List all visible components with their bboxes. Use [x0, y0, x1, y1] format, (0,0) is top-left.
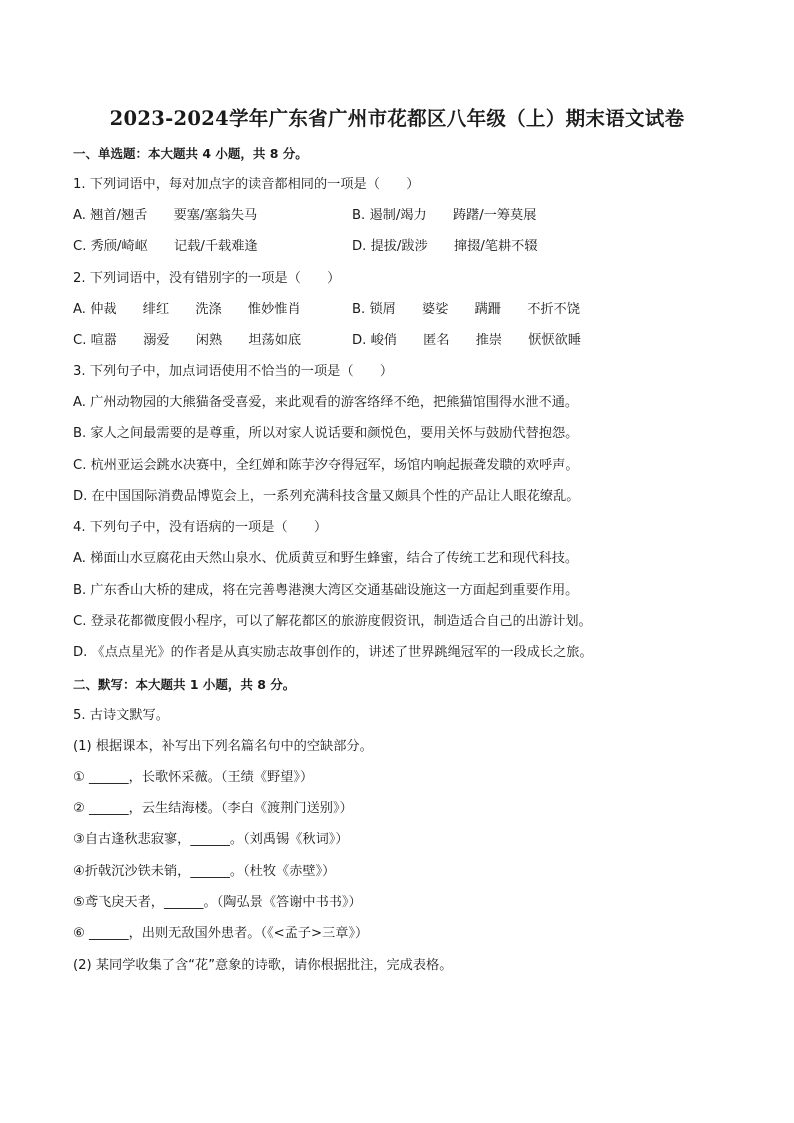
section2-heading: 二、默写：本大题共 1 小题，共 8 分。 — [73, 677, 296, 692]
option-word: 不折不饶 — [527, 302, 580, 317]
q3-stem: 3. 下列句子中，加点词语使用不恰当的一项是（ ） — [73, 364, 394, 379]
section1-heading: 一、单选题：本大题共 4 小题，共 8 分。 — [73, 146, 308, 161]
option-letter: B. — [352, 302, 366, 317]
q5-blank-6: ⑥ ______，出则无敌国外患者。（《<孟子>三章》） — [73, 926, 369, 941]
option-word: 喧嚣 — [90, 333, 117, 348]
q2-option-d — [352, 332, 581, 350]
q2-option-c — [73, 332, 301, 350]
q4-option-a: A. 梯面山水豆腐花由天然山泉水、优质黄豆和野生蜂蜜，结合了传统工艺和现代科技。 — [73, 551, 579, 566]
option-letter: A. — [73, 208, 86, 223]
option-word: 推崇 — [475, 333, 503, 348]
option-letter: C. — [73, 333, 87, 348]
exam-title: 2023-2024学年广东省广州市花都区八年级（上）期末语文试卷 — [109, 107, 685, 130]
option-word: 惟妙惟肖 — [247, 302, 301, 317]
option-word: 婆娑 — [422, 302, 449, 317]
q5-blank-3: ③自古逢秋悲寂寥，______。（刘禹锡《秋词》） — [73, 832, 349, 847]
option-letter: C. — [73, 239, 87, 254]
q1-option-d — [352, 238, 538, 256]
q5-blank-4: ④折戟沉沙铁未销，______。（杜牧《赤壁》） — [73, 864, 336, 879]
option-word: 坦荡如底 — [248, 333, 302, 348]
q3-option-c: C. 杭州亚运会跳水决赛中，全红婵和陈芋汐夺得冠军，场馆内响起振聋发聩的欢呼声。 — [73, 458, 579, 473]
q5-stem: 5. 古诗文默写。 — [73, 708, 169, 723]
option-word: 峻俏 — [370, 333, 397, 348]
q5-part1: (1) 根据课本，补写出下列名篇名句中的空缺部分。 — [73, 739, 373, 754]
q3-option-d: D. 在中国国际消费品博览会上，一系列充满科技含量又颇具个性的产品让人眼花缭乱。 — [73, 489, 580, 504]
option-word: 翘首/翘舌 — [90, 208, 148, 223]
option-letter: D. — [352, 239, 367, 254]
option-word: 记载/千载难逢 — [174, 239, 258, 254]
q2-option-a — [73, 301, 301, 319]
option-word: 遏制/竭力 — [369, 208, 427, 223]
q5-blank-2: ② ______，云生结海楼。（李白《渡荆门送别》） — [73, 801, 353, 816]
option-word: 秀颀/崎岖 — [90, 239, 148, 254]
q1-stem: 1. 下列词语中，每对加点字的读音都相同的一项是（ ） — [73, 177, 420, 192]
option-word: 仲裁 — [90, 302, 117, 317]
q2-stem: 2. 下列词语中，没有错别字的一项是（ ） — [73, 271, 341, 286]
q4-stem: 4. 下列句子中，没有语病的一项是（ ） — [73, 520, 328, 535]
option-letter: B. — [352, 208, 366, 223]
q3-option-a: A. 广州动物园的大熊猫备受喜爱，来此观看的游客络绎不绝，把熊猫馆围得水泄不通。 — [73, 395, 579, 410]
option-word: 闲熟 — [195, 333, 223, 348]
q4-option-d: D. 《点点星光》的作者是从真实励志故事创作的，讲述了世界跳绳冠军的一段成长之旅。 — [73, 645, 593, 660]
option-word: 蹒跚 — [474, 302, 501, 317]
q1-option-a — [73, 207, 257, 225]
option-word: 提拔/跋涉 — [370, 239, 428, 254]
q1-option-c — [73, 238, 258, 256]
option-word: 恹恹欲睡 — [528, 333, 582, 348]
q4-option-c: C. 登录花都微度假小程序，可以了解花都区的旅游度假资讯，制造适合自己的出游计划。 — [73, 614, 592, 629]
q5-part2: (2) 某同学收集了含“花”意象的诗歌，请你根据批注，完成表格。 — [73, 958, 453, 973]
option-word: 锁屑 — [369, 302, 396, 317]
q4-option-b: B. 广东香山大桥的建成，将在完善粤港澳大湾区交通基础设施这一方面起到重要作用。 — [73, 583, 579, 598]
option-letter: D. — [352, 333, 367, 348]
q5-blank-1: ① ______，长歌怀采薇。（王绩《野望》） — [73, 770, 314, 785]
option-word: 绯红 — [142, 302, 170, 317]
q5-blank-5: ⑤鸢飞戾天者，______。（陶弘景《答谢中书书》） — [73, 895, 362, 910]
q1-option-b — [352, 207, 536, 225]
option-letter: A. — [73, 302, 86, 317]
option-word: 撺掇/笔耕不辍 — [453, 239, 538, 254]
option-word: 要塞/塞翁失马 — [173, 208, 258, 223]
q2-option-b — [352, 301, 580, 319]
option-word: 匿名 — [423, 333, 450, 348]
option-word: 洗涤 — [195, 302, 222, 317]
q3-option-b: B. 家人之间最需要的是尊重，所以对家人说话要和颜悦色，要用关怀与鼓励代替抱怨。 — [73, 426, 579, 441]
option-word: 溺爱 — [143, 333, 170, 348]
option-word: 踌躇/一筹莫展 — [452, 208, 537, 223]
